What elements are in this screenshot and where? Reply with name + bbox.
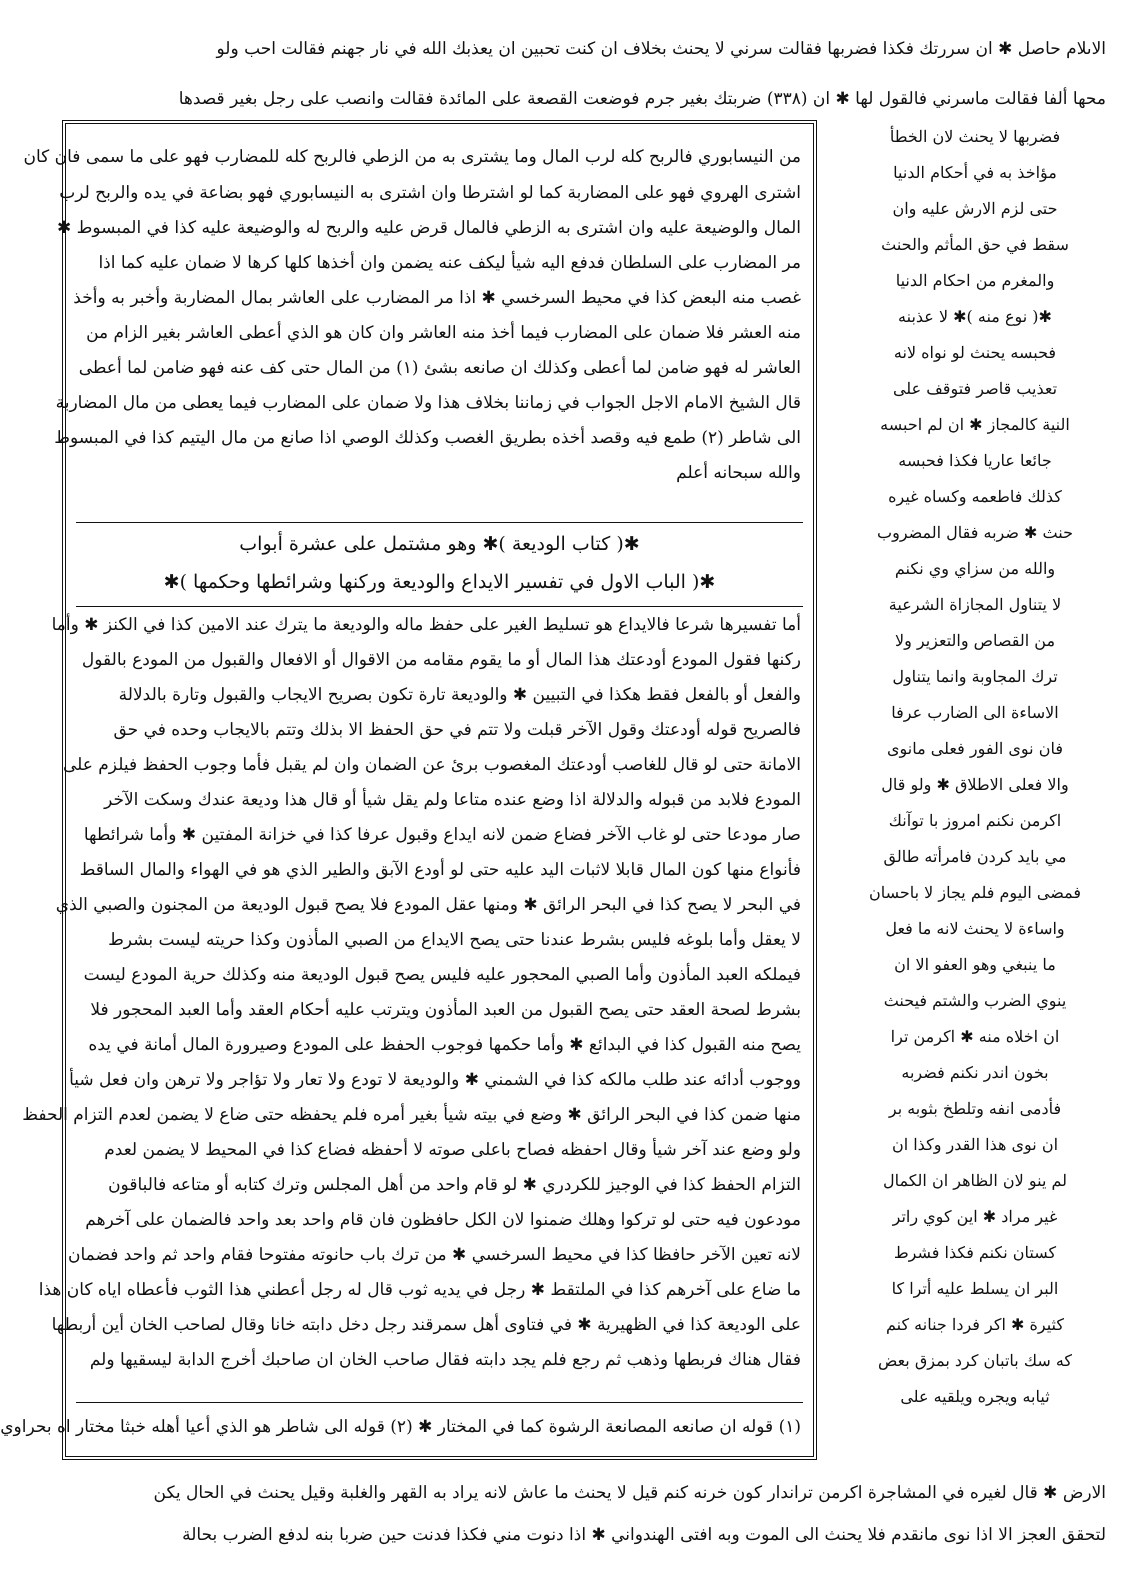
text-line: مودعون فيه حتى لو تركوا وهلك ضمنوا لان الكل حافظون فان قام واحد بعد واحد فالضمان على آخرهم [85,1210,801,1230]
chapter-heading: ✱( الباب الاول في تفسير الايداع والوديعة وركنها وشرائطها وحكمها )✱ [163,571,716,593]
text-line: قال الشيخ الامام الاجل الجواب في زماننا بخلاف هذا ولا ضمان على المضارب فيما يعطى من مال المضاربة [55,393,801,413]
text-line: اشترى الهروي فهو على المضاربة كما لو اشترطا وان اشترى به النيسابوري فهو بضاعة في يده والربح لرب [59,183,801,203]
text-line: الامانة حتى لو قال للغاصب أودعتك المغصوب برئ عن الضمان وان لم يقبل فأما وجوب الحفظ فيلزم على [62,755,801,775]
top-running-text [7,0,1146,120]
text-line: ما ضاع على آخرهم كذا في الملتقط ✱ رجل في يديه ثوب قال له رجل أعطني هذا الثوب فأعطاه اياه كان هذا [38,1280,801,1300]
margin-line: حتى لزم الارش عليه وان [892,199,1058,218]
text-line: المال والوضيعة عليه وان اشترى به الزطي فالمال قرض عليه والربح له والوضيعة عليه كذا في المبسوط ✱ [57,218,801,238]
text-line: بشرط لصحة العقد حتى يصح القبول من العبد المأذون ويترتب عليه أحكام العقد وأما العبد المحجور فلا [90,1000,801,1020]
text-line: لانه تعين الآخر حافظا كذا في محيط السرخسي ✱ من ترك باب حانوته مفتوحا فقام واحد ثم واحد فضمان [68,1245,801,1265]
margin-line: فأدمى انفه وتلطخ بثوبه بر [888,1099,1062,1118]
margin-line: النية كالمجاز ✱ ان لم احبسه [880,415,1070,434]
margin-line: والمغرم من احكام الدنيا [895,271,1055,290]
text-line: التزام الحفظ كذا في الوجيز للكردري ✱ لو قام واحد من أهل المجلس وترك كتابه أو متاعه فالباقون [108,1175,801,1195]
margin-line: كثيرة ✱ اكر فردا جنانه كنم [886,1315,1064,1334]
margin-line: ثيابه ويجره ويلقيه على [900,1387,1050,1406]
margin-line: فضربها لا يحنث لان الخطأ [889,127,1061,146]
footnote: (١) قوله ان صانعه المصانعة الرشوة كما في المختار ✱ (٢) قوله الى شاطر هو الذي أعيا أهله خبثا مختار اه بحراوي [0,1417,801,1437]
margin-line: البر ان يسلط عليه أترا كا [891,1279,1059,1298]
margin-line: فحبسه يحنث لو نواه لانه [893,343,1057,362]
margin-line: بخون اندر نكنم فضربه [901,1063,1049,1082]
margin-line: فمضى اليوم فلم يجاز لا باحسان [868,883,1082,902]
bottom-running-text [7,1462,1146,1572]
margin-line: لا يتناول المجازاة الشرعية [888,595,1062,614]
text-line: ركنها فقول المودع أودعتك هذا المال أو ما يقوم مقامه من الاقوال أو الافعال والقبول من المودع بالقول [81,650,801,670]
text-line: على الوديعة كذا في الظهيرية ✱ في فتاوى أهل سمرقند رجل دخل دابته خانا وقال لصاحب الخان أين أربطها [51,1315,801,1335]
section-divider [76,606,803,607]
margin-line: كذلك فاطعمه وكساه غيره [888,487,1062,506]
margin-line: جائعا عاريا فكذا فحبسه [898,451,1052,470]
text-line: فأنواع منها كون المال قابلا لاثبات اليد عليه حتى لو أودع الآبق والطير الذي هو في الهواء والمال الساقط [79,860,801,880]
margin-line: لم ينو لان الظاهر ان الكمال [882,1171,1068,1190]
text-line: والله سبحانه أعلم [676,463,801,483]
text-line: في البحر لا يصح كذا في البحر الرائق ✱ ومنها عقل المودع فلا يصح قبول الوديعة من المجنون والصبي الذي [55,895,801,915]
text-line: صار مودعا حتى لو غاب الآخر فضاع ضمن لانه ايداع وقبول عرفا كذا في خزانة المفتين ✱ وأما شرائطها [83,825,801,845]
margin-line: مي بايد كردن فامرأته طالق [883,847,1067,866]
text-line: المودع فلابد من قبوله والدلالة اذا وضع عنده متاعا ولم يقل شيأ أو قال هذا وديعة عندك وسكت الآخر [104,790,801,810]
text-line: فالصريح قوله أودعتك وقول الآخر قبلت ولا تتم في حق الحفظ الا بذلك وتتم بالايجاب وحده في حق [113,720,801,740]
margin-line: من القصاص والتعزير ولا [894,631,1056,650]
book-heading: ✱( كتاب الوديعة )✱ وهو مشتمل على عشرة أبواب [239,533,640,555]
bottom-line: الارض ✱ قال لغيره في المشاجرة اكرمن تراندار كون خرنه كنم قيل لا يحنث ما عاش لانه يراد به القهر والغلبة وقيل يحنث في الحال يكن [153,1483,1106,1503]
margin-line: والله من سزاي وي نكنم [894,559,1056,578]
text-line: يصح منه القبول كذا في البدائع ✱ وأما حكمها فوجوب الحفظ على المودع وصيرورة المال أمانة في يده [88,1035,801,1055]
text-line: منه العشر فلا ضمان على المضارب فيما أخذ منه العاشر وان كان هو الذي أعطى العاشر بغير الزام من [86,323,801,343]
margin-line: تعذيب قاصر فتوقف على [892,379,1058,398]
text-line: أما تفسيرها شرعا فالايداع هو تسليط الغير على حفظ ماله والوديعة ما يترك عند الامين كذا في الكنز ✱ وأما [51,615,801,635]
margin-line: ان نوى هذا القدر وكذا ان [891,1135,1059,1154]
text-line: فقال هناك فربطها وذهب ثم رجع فلم يجد دابته فقال صاحب الخان ان صاحبك أخرج الدابة ليسقيها ولم [89,1350,801,1370]
margin-line: كه سك باتبان كرد بمزق بعض [877,1351,1073,1370]
margin-commentary [825,120,1125,1460]
text-line: العاشر له فهو ضامن لما أعطى وكذلك ان صانعه بشئ (١) من المال حتى كف عنه فهو ضامن لما أعطى [78,358,801,378]
text-line: غصب منه البعض كذا في محيط السرخسي ✱ اذا مر المضارب على العاشر بمال المضاربة وأخبر به وأخذ [73,288,801,308]
margin-line: ترك المجاوبة وانما يتناول [892,667,1058,686]
top-line: الاىلام حاصل ✱ ان سررتك فكذا فضربها فقالت سرني لا يحنث بخلاف ان كنت تحبين ان يعذبك الله في نار جهنم فقالت احب ولو [216,39,1106,59]
margin-line: مؤاخذ به في أحكام الدنيا [893,163,1057,182]
text-line: لا يعقل وأما بلوغه فليس بشرط عندنا حتى يصح الايداع من الصبي المأذون وكذا حريته ليست بشرط [108,930,801,950]
text-line: من النيسابوري فالربح كله لرب المال وما يشترى به من الزطي فالربح كله للمضارب فهو على ما سمى فان كان [23,147,801,167]
text-line: والفعل أو بالفعل فقط هكذا في التبيين ✱ والوديعة تارة تكون بصريح الايجاب والقبول وتارة بالدلالة [118,685,801,705]
top-line: محها ألفا فقالت ماسرني فالقول لها ✱ ان (٣٣٨) ضربتك بغير جرم فوضعت القصعة على المائدة فقالت وانصب على رجل بغير قصدها [178,89,1106,109]
margin-line: ما ينبغي وهو العفو الا ان [894,955,1056,974]
text-line: الى شاطر (٢) طمع فيه وقصد أخذه بطريق الغصب وكذلك الوصي اذا صانع من مال اليتيم كذا في المبسوط [54,428,801,448]
text-line: فيملكه العبد المأذون وأما الصبي المحجور عليه فليس يصح قبول الوديعة منه وكذلك حرية المودع ليست [83,965,801,985]
main-text-frame [0,120,817,1460]
margin-line: اكرمن نكنم امروز با توآنك [888,811,1062,830]
margin-line: سقط في حق المأثم والحنث [881,235,1069,254]
margin-line: ينوي الضرب والشتم فيحنث [883,991,1067,1010]
margin-line: الاساءة الى الضارب عرفا [891,703,1059,722]
text-line: ووجوب أدائه عند طلب مالكه كذا في الشمني ✱ والوديعة لا تودع ولا تعار ولا تؤاجر ولا ترهن وان فعل شيأ [69,1070,801,1090]
margin-line: والا فعلى الاطلاق ✱ ولو قال [881,775,1069,794]
margin-line: ان اخلاه منه ✱ اكرمن ترا [890,1027,1060,1046]
text-line: مر المضارب على السلطان فدفع اليه شيأ ليكف عنه يضمن وان أخذها كلها كرها لا ضمان عليه كما اذا [98,253,801,273]
margin-line: ✱( نوع منه )✱ لا عذبنه [898,307,1052,326]
margin-line: غير مراد ✱ اين كوي راتر [892,1207,1058,1226]
text-line: منها ضمن كذا في البحر الرائق ✱ وضع في بيته شيأ بغير أمره فلم يحفظه حتى ضاع لا يضمن لعدم التزام الحفظ [22,1105,801,1125]
footnote-divider [76,1402,803,1403]
margin-line: كستان نكنم فكذا فشرط [893,1243,1057,1262]
margin-line: حنث ✱ ضربه فقال المضروب [877,523,1073,542]
bottom-line: لتحقق العجز الا اذا نوى مانقدم فلا يحنث الى الموت وبه افتى الهندواني ✱ اذا دنوت مني فكذا فدنت حين ضربا بنه لدفع الضرب بحالة [182,1525,1106,1545]
margin-line: واساءة لا يحنث لانه ما فعل [885,919,1065,938]
section-divider [76,522,803,523]
text-line: ولو وضع عند آخر شيأ وقال احفظه فصاح باعلى صوته لا أحفظه فضاع كذا في المحيط لا يضمن لعدم [104,1140,801,1160]
margin-line: فان نوى الفور فعلى مانوى [887,739,1063,758]
